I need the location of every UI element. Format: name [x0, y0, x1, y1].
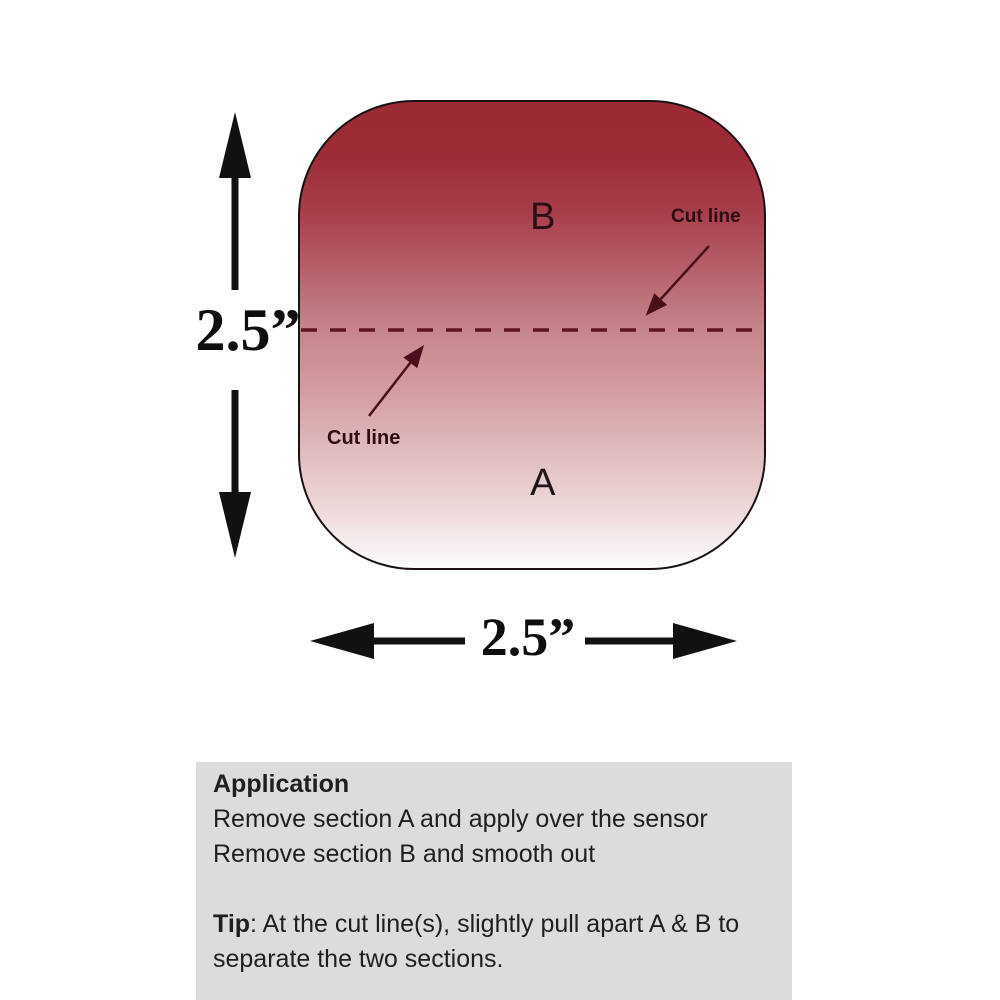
instruction-line-1: Remove section A and apply over the sensor: [213, 805, 708, 833]
cut-line-arrow-top: [649, 246, 709, 312]
cut-line-arrow-bottom: [369, 349, 421, 416]
cut-line-label-bottom: Cut line: [327, 427, 401, 449]
tip-label: Tip: [213, 910, 251, 938]
tip-text: : At the cut line(s), slightly pull apart A & B to separate the two sections.: [213, 910, 740, 973]
cut-line-label-top: Cut line: [671, 206, 741, 227]
tip-paragraph: [213, 907, 776, 977]
height-dimension-label: 2.5”: [195, 297, 301, 363]
instructions-spacer: [213, 872, 776, 907]
instruction-line-2: Remove section B and smooth out: [213, 840, 596, 868]
application-instructions-box: [196, 762, 792, 1000]
section-b-label: B: [530, 196, 556, 238]
width-dimension-label: 2.5”: [480, 607, 576, 667]
section-a-label: A: [530, 462, 556, 504]
instructions-heading: Application: [213, 770, 350, 798]
